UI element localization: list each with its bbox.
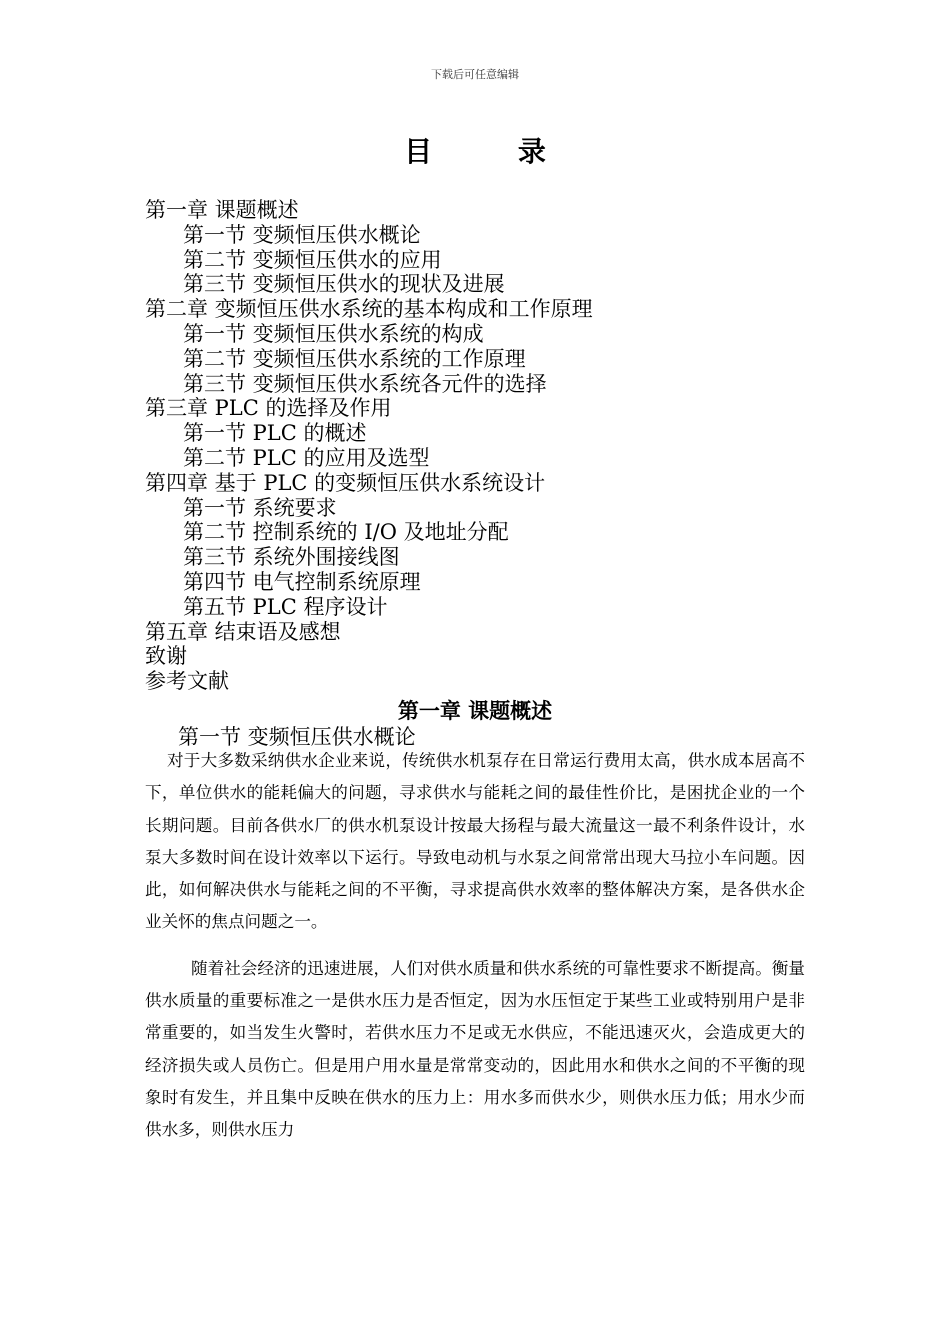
toc-entry-section-1-2[interactable]: 第二节 变频恒压供水的应用 xyxy=(183,247,442,272)
toc-entry-references[interactable]: 参考文献 xyxy=(145,669,229,694)
toc-entry-section-1-3[interactable]: 第三节 变频恒压供水的现状及进展 xyxy=(183,272,505,297)
body-paragraph: 对于大多数采纳供水企业来说，传统供水机泵存在日常运行费用太高，供水成本居高不下，单位供水的能耗偏大的问题，寻求供水与能耗之间的最佳性价比，是困扰企业的一个长期问题。目前各供水厂的供水机泵设计按最大扬程与最大流量这一最不利条件设计，水泵大多数时间在设计效率以下运行。导致电动机与水泵之间常常出现大马拉小车问题。因此，如何解决供水与能耗之间的不平衡，寻求提高供水效率的整体解决方案，是各供水企业关怀的焦点问题之一。 xyxy=(145,751,805,932)
toc-entry-section-1-1[interactable]: 第一节 变频恒压供水概论 xyxy=(183,222,421,247)
toc-entry-section-4-1[interactable]: 第一节 系统要求 xyxy=(183,495,337,520)
toc-entry-chapter-2[interactable]: 第二章 变频恒压供水系统的基本构成和工作原理 xyxy=(145,297,593,322)
toc-entry-chapter-3[interactable]: 第三章 PLC 的选择及作用 xyxy=(145,396,392,421)
toc-entry-section-4-5[interactable]: 第五节 PLC 程序设计 xyxy=(183,594,388,619)
section-heading: 第一节 变频恒压供水概论 xyxy=(178,725,416,749)
body-text xyxy=(145,745,805,1157)
chapter-heading: 第一章 课题概述 xyxy=(397,699,553,723)
toc-entry-chapter-5[interactable]: 第五章 结束语及感想 xyxy=(145,619,341,644)
toc-entry-chapter-4[interactable]: 第四章 基于 PLC 的变频恒压供水系统设计 xyxy=(145,470,546,495)
body-paragraph: 随着社会经济的迅速进展，人们对供水质量和供水系统的可靠性要求不断提高。衡量供水质量的重要标准之一是供水压力是否恒定，因为水压恒定于某些工业或特别用户是非常重要的，如当发生火警时，若供水压力不足或无水供应，不能迅速灭火，会造成更大的经济损失或人员伤亡。但是用户用水量是常常变动的，因此用水和供水之间的不平衡的现象时有发生，并且集中反映在供水的压力上：用水多而供水少，则供水压力低；用水少而供水多，则供水压力 xyxy=(145,958,805,1140)
toc-entry-section-3-1[interactable]: 第一节 PLC 的概述 xyxy=(183,421,367,446)
toc-title: 目 录 xyxy=(404,135,584,168)
table-of-contents xyxy=(145,198,845,694)
toc-entry-section-2-1[interactable]: 第一节 变频恒压供水系统的构成 xyxy=(183,321,484,346)
toc-entry-section-4-2[interactable]: 第二节 控制系统的 I/O 及地址分配 xyxy=(183,520,509,545)
toc-entry-acknowledgements[interactable]: 致谢 xyxy=(145,644,187,669)
toc-entry-section-2-2[interactable]: 第二节 变频恒压供水系统的工作原理 xyxy=(183,346,526,371)
toc-entry-section-3-2[interactable]: 第二节 PLC 的应用及选型 xyxy=(183,445,430,470)
page-header-note: 下载后可任意编辑 xyxy=(431,68,519,81)
toc-entry-section-4-3[interactable]: 第三节 系统外围接线图 xyxy=(183,545,400,570)
toc-entry-section-4-4[interactable]: 第四节 电气控制系统原理 xyxy=(183,569,421,594)
toc-entry-chapter-1[interactable]: 第一章 课题概述 xyxy=(145,198,299,222)
toc-entry-section-2-3[interactable]: 第三节 变频恒压供水系统各元件的选择 xyxy=(183,371,547,396)
